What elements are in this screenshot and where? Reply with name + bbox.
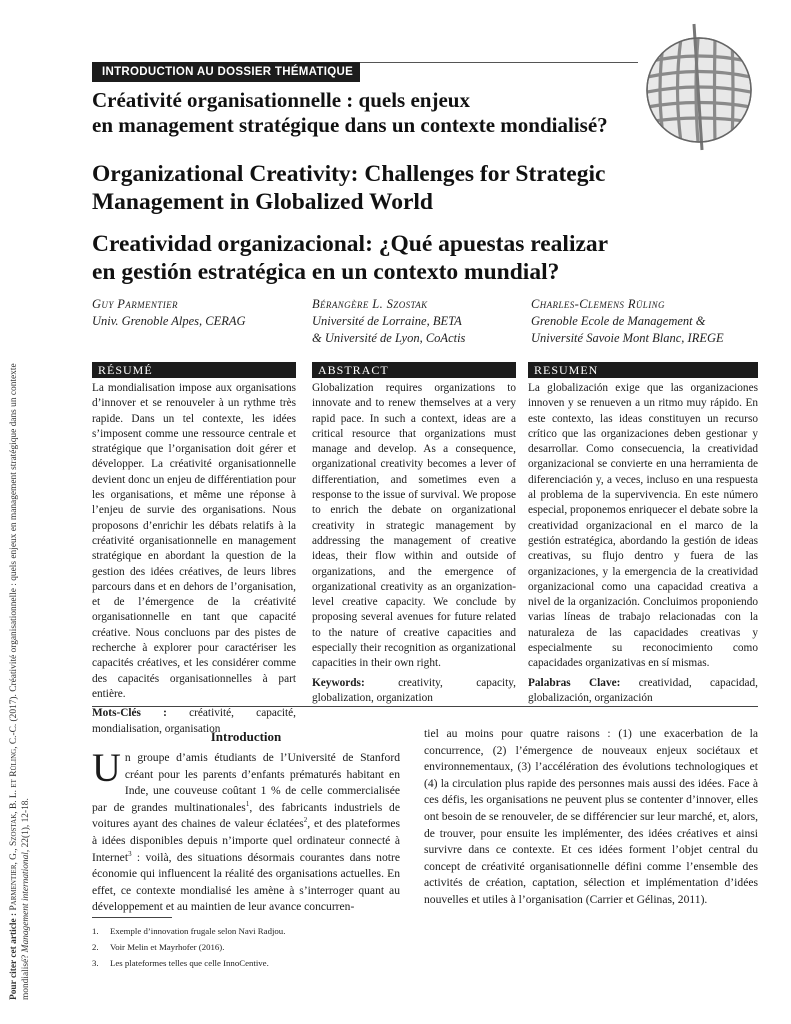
- author-affiliation: & Université de Lyon, CoActis: [312, 331, 466, 345]
- footnote-rule: [92, 917, 172, 918]
- keywords-label: Palabras Clave:: [528, 676, 621, 689]
- abstract-text: Globalization requires organizations to innovate and to renew themselves at a very rapid pace. In such a context, ideas are a critical resource that organizations must manage and develop. As a consequence, organizational creativity becomes a lever of differentiation, and sometimes even a response to the issue of survival. We propose to enrich the debate on organizational creativity in strategic management by addressing the management of creative ideas, their flow within and outside of organizations, and the emergence of organizational creativity as an organization-level creative capacity. We conclude by proposing several avenues for future related to the nature of creative capacities and especially their recognition as organizational capacities in their own right.: [312, 382, 516, 670]
- author-affiliation: Grenoble Ecole de Management &: [531, 314, 706, 328]
- footnote-ref: 1: [245, 799, 250, 808]
- intro-text-part: n groupe d’amis étudiants de l’Université de Stanford créant pour les parents d’enfants prématurés habitant en Inde, une couveuse coûtant 1 % de celle commercialisée par de grandes multinationales: [92, 751, 400, 814]
- resumen-column: [528, 381, 758, 706]
- keywords-text: creativity, capacity, globalization, organization: [312, 676, 516, 704]
- introduction-heading: Introduction: [210, 729, 282, 744]
- title-en-line2: Management in Globalized World: [92, 189, 433, 215]
- title-es-line2: en gestión estratégica en un contexto mundial?: [92, 259, 560, 285]
- intro-text-part: : voilà, des situations désormais courantes dans notre économie qui influencent la réalité des organisations actuelles. En effet, ce contexte mondialisé les amène à s’interroger quant au développement et au maintien de leur avance concurren-: [92, 850, 400, 914]
- resumen-text: La globalización exige que las organizaciones innoven y se renueven a un ritmo muy rápido. En este contexto, las ideas constituyen un recurso crítico que las organizaciones deben gestionar y desarrollar. Como consecuencia, la creatividad organizacional se convierte en una herramienta de diferenciación y, a veces, incluso en una respuesta al problema de la supervivencia. En este número especial, proponemos enriquecer el debate sobre la creatividad organizacional en el marco de la gestión estratégica, abordando la gestión de ideas creativas, su flujo dentro y fuera de las organizaciones, y la emergencia de la creatividad organizacional como una capacidad creativa a nivel de la organización. Concluimos proponiendo varias líneas de trabajo relacionadas con la naturaleza de las capacidades creativas y especialmente su reconocimiento como capacidades organizativas en sí mismas.: [528, 382, 758, 670]
- globe-logo-icon: [634, 22, 764, 152]
- title-fr-line1: Créativité organisationnelle : quels enjeux: [92, 88, 470, 112]
- title-spanish: [92, 230, 712, 286]
- keywords-text: créativité, capacité, mondialisation, organisation: [92, 707, 296, 735]
- title-english: [92, 160, 652, 216]
- resume-text: La mondialisation impose aux organisations d’innover et se renouveler à un rythme très rapide. Dans un tel contexte, les idées s’imposent comme une ressource centrale et stratégique que l’organisation doit gérer et développer. La créativité organisationnelle devient donc un enjeu de différentiation pour les organisations, et même une réponse à l’enjeu de survie des organisations. Nous proposons d’enrichir les débats relatifs à la créativité organisationnelle en management stratégique en abordant la question de la gestion des idées créatives, de leurs libres parcours dans et en dehors de l’organisation, et de l’émergence de la créativité organisationnelle en tant que capacité créative. Nous concluons par des pistes de recherche à explorer pour caractériser les capacités créatives, et les considérer comme des capacités organisationnelles à part entière.: [92, 382, 296, 700]
- footnote: 2. Voir Melin et Mayrhofer (2016).: [92, 942, 225, 952]
- citation-sidebar: [8, 360, 32, 1000]
- title-en-line1: Organizational Creativity: Challenges for Strategic: [92, 161, 606, 187]
- resume-column: [92, 381, 296, 737]
- resume-heading: RÉSUMÉ: [92, 362, 296, 378]
- intro-text-part: , des fabricants industriels de voitures ayant des chaines de valeur éclatées: [92, 800, 400, 831]
- citation-label: Pour citer cet article :: [9, 912, 19, 1000]
- footnote: 1. Exemple d’innovation frugale selon Navi Radjou.: [92, 926, 286, 936]
- citation-ref: 22(1), 12-18.: [21, 798, 31, 850]
- author-name: Bérangère L. Szostak: [312, 297, 428, 311]
- author-block: [312, 296, 522, 347]
- intro-right-column: tiel au moins pour quatre raisons : (1) une exacerbation de la concurrence, (2) l’émergence de nouveaux enjeux sociétaux et environnementaux, (3) l’accélération des évolutions technologiques et (4) la circulation plus rapide des personnes mais aussi des idées. Face à ces défis, les organisations ne peuvent plus se contenter d’innover, elles ont besoin de se renouveler, de se différencier sur leur marché, et, alors, de trouver, pour ensuite les implémenter, des idées créatives et ainsi survivre dans ce contexte. Et ces idées forment l’objet central du concept de créativité organisationnelle défini comme l’ensemble des activités de création, captation, sélection et implémentation d’idées nouvelles et utiles à l’organisation (Carrier et Gélinas, 2011).: [424, 727, 758, 906]
- author-name: Guy Parmentier: [92, 297, 178, 311]
- title-es-line1: Creatividad organizacional: ¿Qué apuestas realizar: [92, 231, 609, 257]
- header-rule: [360, 62, 638, 63]
- abstract-keywords: [312, 676, 516, 707]
- title-french: [92, 88, 652, 138]
- resumen-keywords: [528, 676, 758, 707]
- abstract-column: [312, 381, 516, 706]
- section-kicker: INTRODUCTION AU DOSSIER THÉMATIQUE: [92, 62, 360, 82]
- section-divider: [92, 706, 758, 707]
- keywords-label: Mots-Clés :: [92, 707, 167, 720]
- author-affiliation: Université de Lorraine, BETA: [312, 314, 462, 328]
- author-affiliation: Université Savoie Mont Blanc, IREGE: [531, 331, 724, 345]
- author-block: [92, 296, 292, 330]
- resumen-heading: RESUMEN: [528, 362, 758, 378]
- author-name: Charles-Clemens Rüling: [531, 297, 665, 311]
- abstract-heading: ABSTRACT: [312, 362, 516, 378]
- title-fr-line2: en management stratégique dans un contexte mondialisé?: [92, 113, 608, 137]
- drop-cap: U: [92, 745, 121, 790]
- author-affiliation: Univ. Grenoble Alpes, CERAG: [92, 314, 246, 328]
- footnote-ref: 3: [128, 849, 132, 858]
- intro-text-part: , et des plateformes à idées disponibles depuis n’importe quel ordinateur connecté à Internet: [92, 817, 400, 864]
- intro-left-column: [92, 745, 400, 916]
- citation-authors: Parmentier, G., Szostak, B. L. et Rüling, C.-C. (2017).: [9, 694, 19, 911]
- footnotes: [92, 923, 492, 971]
- citation-journal: Management international,: [21, 849, 31, 955]
- citation-title: Créativité organisationnelle : quels enjeux en management stratégique dans un contexte mondialisé?: [9, 363, 31, 1000]
- keywords-label: Keywords:: [312, 676, 365, 689]
- keywords-text: creatividad, capacidad, globalización, organización: [528, 676, 759, 704]
- footnote-ref: 2: [303, 816, 308, 825]
- footnote: 3. Les plateformes telles que celle InnoCentive.: [92, 958, 269, 968]
- author-block: [531, 296, 761, 347]
